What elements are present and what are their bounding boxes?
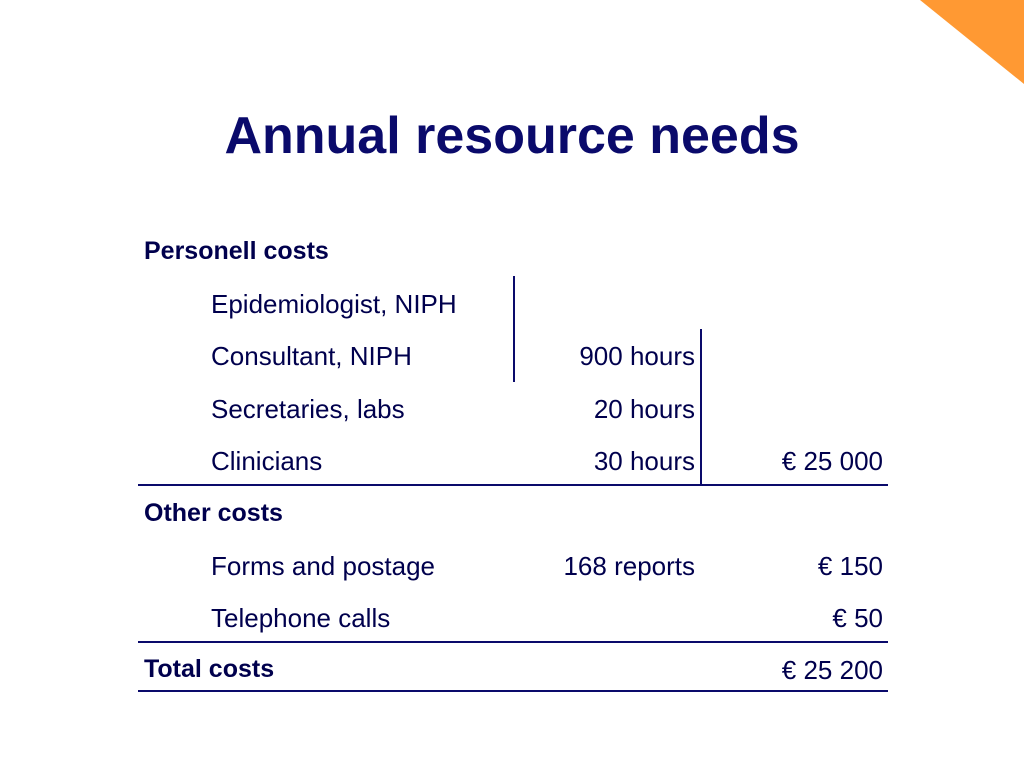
row-qty-clinicians: 30 hours xyxy=(593,446,695,476)
total-costs-label: Total costs xyxy=(144,655,275,683)
row-item-epidemiologist: Epidemiologist, NIPH xyxy=(211,289,457,319)
divider-total xyxy=(138,690,888,692)
divider-other xyxy=(138,641,888,643)
total-costs-amount: € 25 200 xyxy=(781,655,883,685)
bracket-line-niph xyxy=(513,276,515,382)
corner-accent-triangle xyxy=(920,0,1024,84)
row-item-telephone: Telephone calls xyxy=(211,603,391,633)
slide-title: Annual resource needs xyxy=(224,107,800,165)
personell-costs-heading: Personell costs xyxy=(144,237,329,265)
row-qty-consultant: 900 hours xyxy=(579,341,695,371)
row-item-secretaries: Secretaries, labs xyxy=(211,394,405,424)
other-costs-heading: Other costs xyxy=(144,499,283,527)
row-qty-secretaries: 20 hours xyxy=(593,394,695,424)
row-amount-personell: € 25 000 xyxy=(781,446,883,476)
row-item-clinicians: Clinicians xyxy=(211,446,323,476)
row-qty-forms: 168 reports xyxy=(563,551,695,581)
row-item-forms: Forms and postage xyxy=(211,551,436,581)
row-item-consultant: Consultant, NIPH xyxy=(211,341,412,371)
row-amount-telephone: € 50 xyxy=(832,603,883,633)
divider-personell xyxy=(138,484,888,486)
bracket-line-hours xyxy=(700,329,702,486)
row-amount-forms: € 150 xyxy=(817,551,883,581)
